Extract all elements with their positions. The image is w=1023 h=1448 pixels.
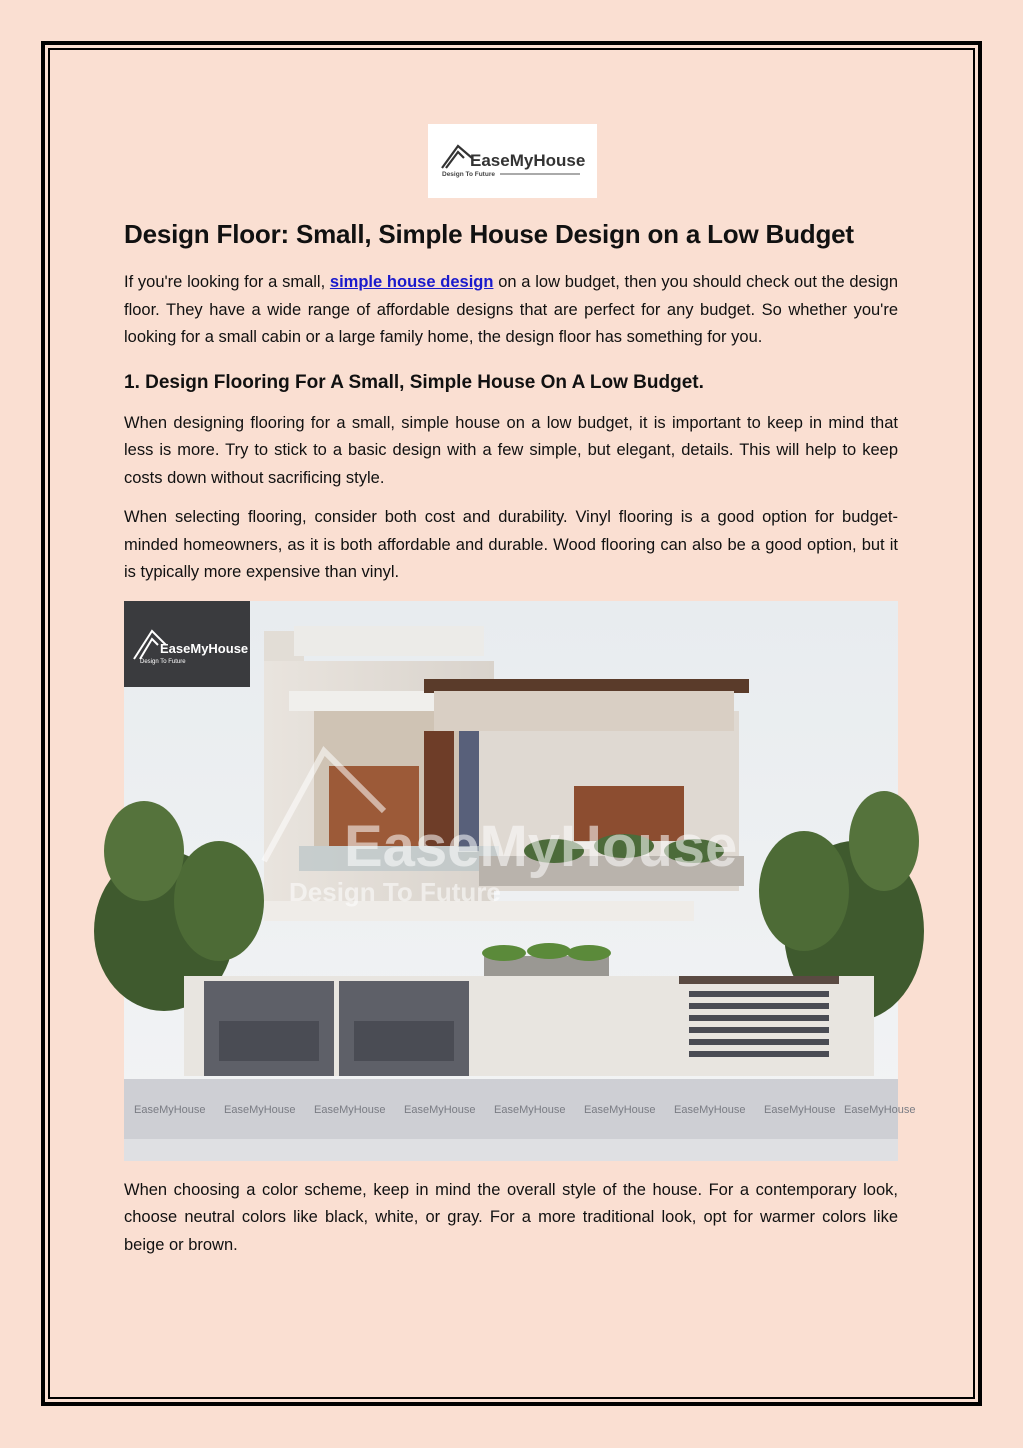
- svg-text:EaseMyHouse: EaseMyHouse: [844, 1103, 916, 1116]
- svg-text:EaseMyHouse: EaseMyHouse: [494, 1103, 566, 1116]
- gate-left: [204, 981, 334, 1076]
- section1-paragraph-1: When designing flooring for a small, simple house on a low budget, it is important to keep in mind that less is more. Try to stick to a basic design with a few simple, but elegant, details. This will help to keep costs down without sacrificing style.: [124, 413, 898, 487]
- simple-house-design-link[interactable]: simple house design: [329, 273, 494, 291]
- svg-text:EaseMyHouse: EaseMyHouse: [404, 1103, 476, 1116]
- photo-logo-badge: [124, 601, 250, 687]
- svg-text:EaseMyHouse: EaseMyHouse: [344, 813, 738, 879]
- gate-right: [339, 981, 469, 1076]
- article-title: Design Floor: Small, Simple House Design on a Low Budget: [124, 219, 854, 249]
- house-photo: [124, 601, 916, 1161]
- svg-text:EaseMyHouse: EaseMyHouse: [674, 1103, 746, 1116]
- svg-text:Design To Future: Design To Future: [289, 876, 501, 907]
- header-logo: [428, 124, 597, 198]
- section1-heading: 1. Design Flooring For A Small, Simple House On A Low Budget.: [124, 371, 704, 393]
- logo-brand: EaseMyHouse: [470, 151, 586, 170]
- watermark-strip-text: [134, 1104, 916, 1116]
- svg-text:EaseMyHouse: EaseMyHouse: [584, 1103, 656, 1116]
- logo-tagline: Design To Future: [442, 171, 495, 178]
- svg-text:EaseMyHouse: EaseMyHouse: [160, 640, 249, 656]
- house-icon: [442, 146, 472, 168]
- section1-paragraph-3: When choosing a color scheme, keep in mind the overall style of the house. For a contemporary look, choose neutral colors like black, white, or gray. For a more traditional look, opt for warmer colors like beige or brown.: [124, 1180, 898, 1254]
- svg-text:EaseMyHouse: EaseMyHouse: [224, 1103, 296, 1116]
- svg-text:EaseMyHouse: EaseMyHouse: [134, 1103, 206, 1116]
- svg-text:EaseMyHouse: EaseMyHouse: [314, 1103, 386, 1116]
- svg-text:EaseMyHouse: EaseMyHouse: [764, 1103, 836, 1116]
- svg-text:Design To Future: Design To Future: [140, 658, 186, 665]
- intro-paragraph: If you're looking for a small, simple house design on a low budget, then you should check out the design floor. They have a wide range of affordable designs that are perfect for any budget. So whether you're looking for a small cabin or a large family home, the design floor has something for you.: [124, 273, 898, 346]
- section1-paragraph-2: When selecting flooring, consider both cost and durability. Vinyl flooring is a good option for budget-minded homeowners, as it is both affordable and durable. Wood flooring can also be a good option, but it is typically more expensive than vinyl.: [124, 508, 898, 581]
- article: [124, 214, 916, 1271]
